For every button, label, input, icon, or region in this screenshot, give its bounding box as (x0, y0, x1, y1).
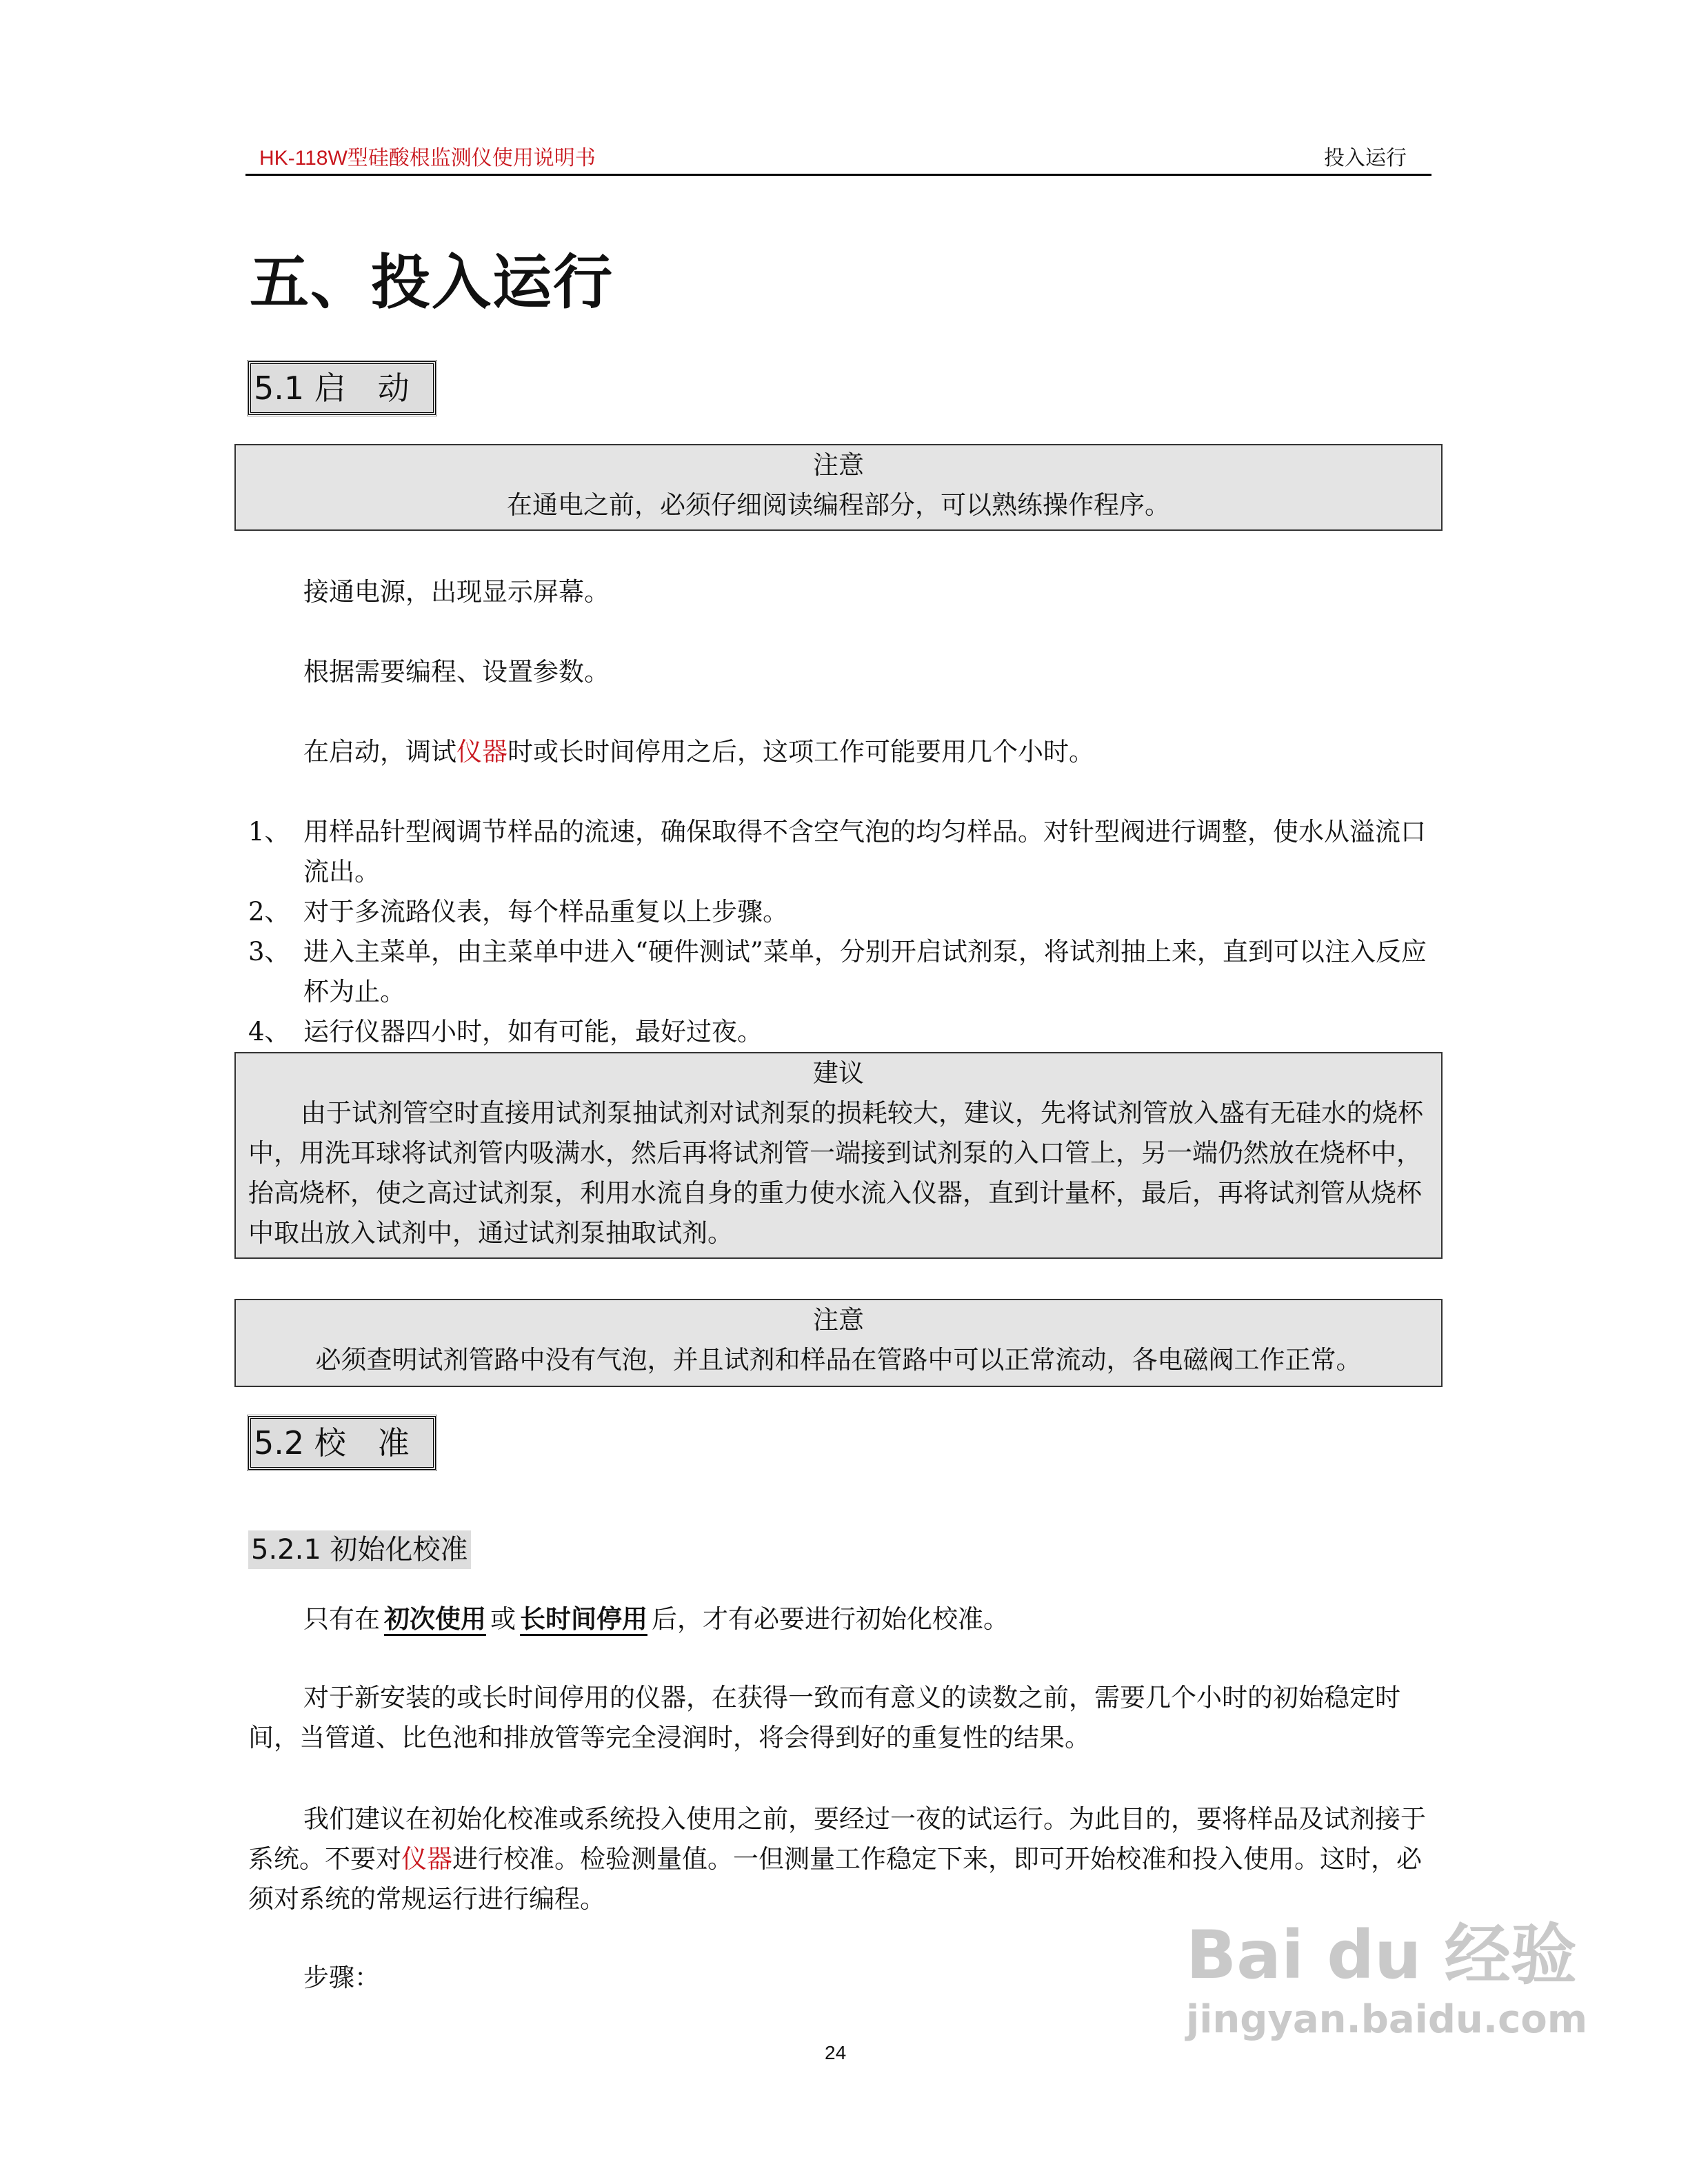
text: 在启动，调试 (303, 737, 456, 767)
emphasis: 长时间停用 (520, 1604, 647, 1636)
paragraph: 接通电源，出现显示屏幕。 (303, 577, 610, 607)
list-text: 运行仪器四小时，如有可能，最好过夜。 (303, 1017, 763, 1046)
text: 时或长时间停用之后，这项工作可能要用几个小时。 (508, 737, 1094, 767)
suggestion-title: 建议 (813, 1058, 864, 1088)
suggestion-text: 由于试剂管空时直接用试剂泵抽试剂对试剂泵的损耗较大，建议，先将试剂管放入盛有无硅水的烧杯中，用洗耳球将试剂管内吸满水，然后再将试剂管一端接到试剂泵的入口管上，另一端仍然放在烧杯中，抬高烧杯，使之高过试剂泵，利用水流自身的重力使水流入仪器，直到计量杯，最后，再将试剂管从烧杯中取出放入试剂中，通过试剂泵抽取试剂。 (248, 1098, 1423, 1248)
text: 我们建议在初始化校准或系统投入使用之前，要经过一夜的试运行。为此目的，要将样品及试剂接于系统。不要对 (248, 1804, 1426, 1874)
header-rule (245, 174, 1431, 176)
list-item (248, 812, 1434, 892)
list-number: 2、 (248, 897, 290, 927)
subsection-heading-5-2-1: 5.2.1 初始化校准 (248, 1530, 471, 1569)
watermark-brand: Bai du 经验 (1186, 1917, 1577, 1994)
text: 或 (490, 1604, 516, 1634)
list-number: 3、 (248, 937, 290, 967)
emphasis: 初次使用 (384, 1604, 486, 1636)
paragraph (248, 1799, 1434, 1919)
list-item (248, 1012, 1434, 1052)
list-item (248, 932, 1434, 1012)
section-heading-5-2: 5.2 校 准 (248, 1416, 436, 1470)
list-item (248, 892, 1434, 932)
suggestion-box (234, 1052, 1443, 1259)
header-doc-title: HK-118W型硅酸根监测仪使用说明书 (259, 147, 596, 170)
watermark-url: jingyan.baidu.com (1186, 1997, 1588, 2042)
link-instrument[interactable]: 仪器 (401, 1844, 452, 1874)
header-section: 投入运行 (1324, 147, 1407, 170)
paragraph: 对于新安装的或长时间停用的仪器，在获得一致而有意义的读数之前，需要几个小时的初始稳定时间，当管道、比色池和排放管等完全浸润时，将会得到好的重复性的结果。 (248, 1683, 1400, 1752)
link-instrument[interactable]: 仪器 (456, 737, 508, 767)
note-title: 注意 (813, 450, 864, 480)
note-title: 注意 (813, 1305, 864, 1335)
list-number: 1、 (248, 817, 290, 847)
text: 后，才有必要进行初始化校准。 (652, 1604, 1009, 1634)
text: 只有在 (303, 1604, 380, 1634)
note-box-1 (234, 444, 1443, 531)
list-text: 进入主菜单，由主菜单中进入“硬件测试”菜单，分别开启试剂泵，将试剂抽上来，直到可以注入反应杯为止。 (303, 937, 1427, 1007)
paragraph: 根据需要编程、设置参数。 (303, 657, 610, 687)
list-text: 用样品针型阀调节样品的流速，确保取得不含空气泡的均匀样品。对针型阀进行调整，使水从溢流口流出。 (303, 817, 1426, 887)
note-box-2 (234, 1299, 1443, 1387)
paragraph (303, 1599, 1009, 1639)
list-number: 4、 (248, 1017, 290, 1046)
note-text: 必须查明试剂管路中没有气泡，并且试剂和样品在管路中可以正常流动，各电磁阀工作正常。 (315, 1345, 1362, 1375)
paragraph (303, 732, 1094, 772)
chapter-title: 五、投入运行 (250, 248, 614, 317)
baidu-watermark (1186, 1903, 1587, 2042)
page-number: 24 (825, 2042, 847, 2063)
paragraph: 步骤： (303, 1963, 380, 1992)
text: 进行校准。检验测量值。一但测量工作稳定下来，即可开始校准和投入使用。这时，必须对系统的常规运行进行编程。 (248, 1844, 1422, 1914)
list-text: 对于多流路仪表，每个样品重复以上步骤。 (303, 897, 788, 927)
note-text: 在通电之前，必须仔细阅读编程部分，可以熟练操作程序。 (507, 490, 1170, 520)
section-heading-5-1: 5.1 启 动 (248, 361, 436, 415)
